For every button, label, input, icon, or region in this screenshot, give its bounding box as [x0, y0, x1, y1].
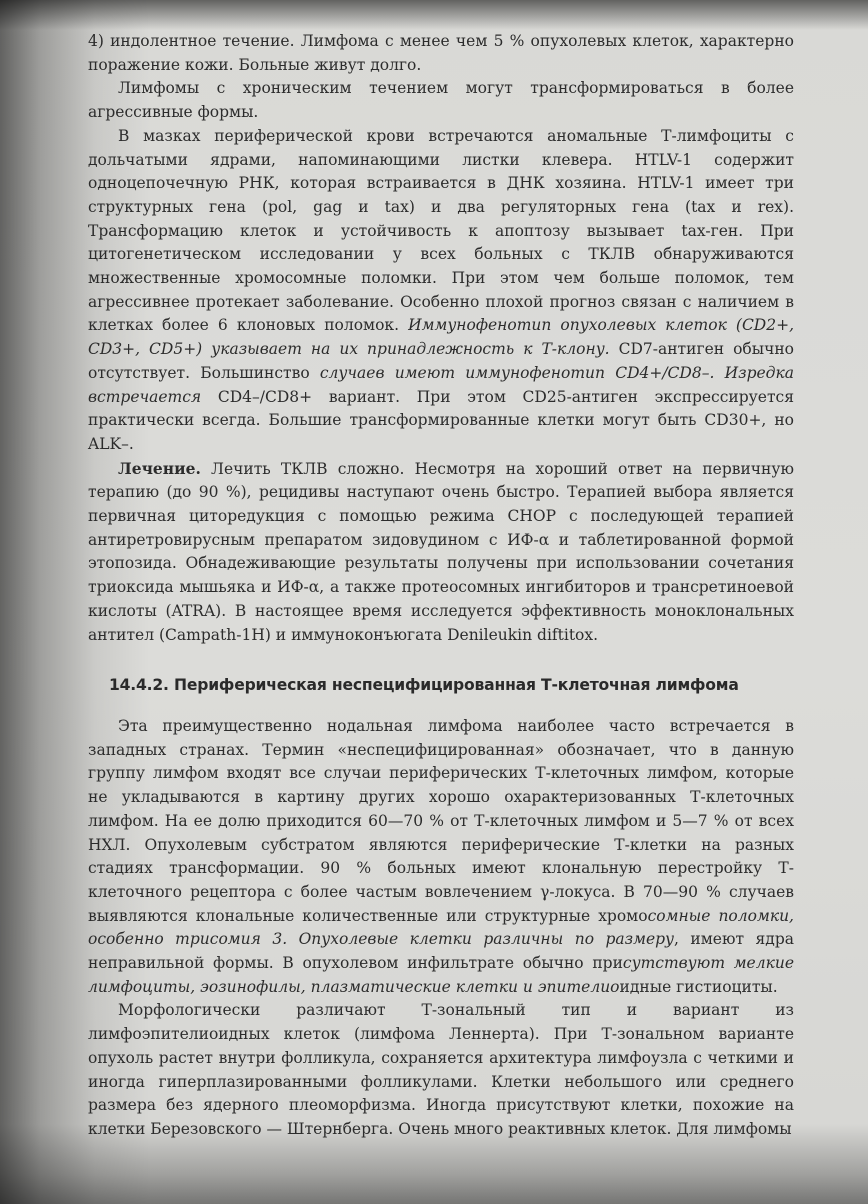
- p3-italic-1: Иммунофенотип опухолевых клеток (CD2+, CD3+, CD5+) указывает на их принадлежность к Т-клону.: [88, 316, 795, 359]
- text-block: [88, 30, 794, 1142]
- paragraph-treatment: [88, 457, 794, 648]
- paragraph-ptcl-intro: [88, 715, 794, 999]
- p3-text-2: CD7-антиген обычно отсутствует. Большинство: [88, 340, 794, 382]
- p5-italic-1: сомные поломки, особенно трисомия 3. Опухолевые клетки различны по размеру: [88, 906, 794, 949]
- paragraph-indolent: 4) индолентное течение. Лимфома с менее чем 5 % опухолевых клеток, характерно поражение кожи. Больные живут долго.: [88, 32, 794, 74]
- p5-text-2: , имеют ядра неправильной формы. В опухолевом инфильтрате обычно при: [88, 930, 794, 973]
- treatment-text: Лечить ТКЛВ сложно. Несмотря на хороший ответ на первичную терапию (до 90 %), рецидивы наступают очень быстро. Терапией выбора является первичная циторедукция с помощью режима CHOP с последующей терапией антиретровирусным препаратом зидовудином с ИФ-α и таблетированной формой этопозида. Обнадеживающие результаты получены при использовании сочетания триоксида мышьяка и ИФ-α, а также протеосомных ингибиторов и трансретиноевой кислоты (ATRA). В настоящее время исследуется эффективность моноклональных антител (Campath-1H) и иммуноконъюгата Denileukin diftitox.: [88, 459, 794, 644]
- treatment-lead: Лечение.: [118, 458, 201, 478]
- paragraph-transformation: Лимфомы с хроническим течением могут трансформироваться в более агрессивные формы.: [88, 79, 794, 122]
- p5-text-1: Эта преимущественно нодальная лимфома наиболее часто встречается в западных странах. Термин «неспецифицированная» обозначает, что в данную группу лимфом входят все случаи периферических Т-клеточных лимфом, которые не укладываются в картину других хорошо охарактеризованных Т-клеточных лимфом. На ее долю приходится 60—70 % от Т-клеточных лимфом и 5—7 % от всех НХЛ. Опухолевым субстратом являются периферические Т-клетки на разных стадиях трансформации. 90 % больных имеют клональную перестройку Т-клеточного рецептора с более частым вовлечением γ-локуса. В 70—90 % случаев выявляются клональные количественные или структурные хромо: [88, 716, 794, 925]
- p3-italic-2: случаев имеют иммунофенотип CD4+/CD8–. Изредка встречается: [88, 363, 794, 406]
- paragraph-morphology: Морфологически различают Т-зональный тип и вариант из лимфоэпителиоидных клеток (лимфома Леннерта). При Т-зональном варианте опухоль растет внутри фолликула, сохраняется архитектура лимфоузла с четкими и иногда гиперплазированными фолликулами. Клетки небольшого или среднего размера без ядерного плеоморфизма. Иногда присутствуют клетки, похожие на клетки Березовского — Штернберга. Очень много реактивных клеток. Для лимфомы: [88, 1001, 794, 1138]
- section-heading: 14.4.2. Периферическая неспецифицированная Т-клеточная лимфома: [109, 676, 739, 695]
- p3-text-1: В мазках периферической крови встречаются аномальные Т-лимфоциты с дольчатыми ядрами, напоминающими листки клевера. HTLV-1 содержит одноцепочечную РНК, которая встраивается в ДНК хозяина. HTLV-1 имеет три структурных гена (pol, gag и tax) и два регуляторных гена (tax и rex). Трансформацию клеток и устойчивость к апоптозу вызывает tax-ген. При цитогенетическом исследовании у всех больных с ТКЛВ обнаруживаются множественные хромосомные поломки. При этом чем больше поломок, тем агрессивнее протекает заболевание. Особенно плохой прогноз связан с наличием в клетках более 6 клоновых поломок.: [88, 126, 794, 335]
- p3-text-3: CD4–/CD8+ вариант. При этом CD25-антиген экспрессируется практически всегда. Большие трансформированные клетки могут быть CD30+, но ALK–.: [88, 387, 794, 453]
- paragraph-blood-smears: [88, 125, 794, 457]
- p5-italic-2: сутствуют мелкие лимфоциты, эозинофилы, плазматические клетки и эпителио: [88, 954, 794, 996]
- p5-text-3: идные гистиоциты.: [619, 977, 778, 996]
